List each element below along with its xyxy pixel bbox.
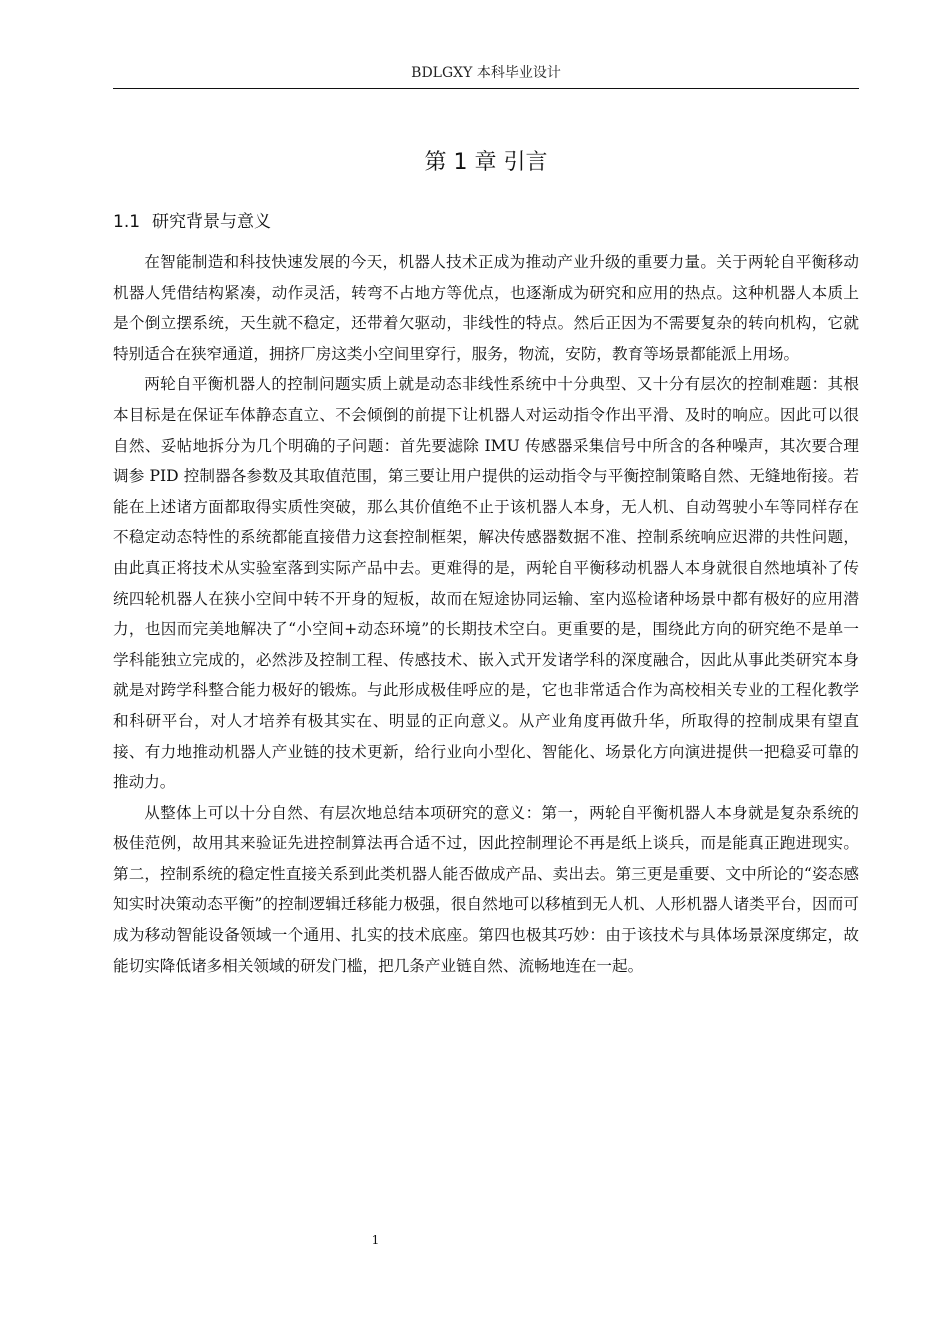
section-heading [113,208,271,236]
section-number: 1.1 [113,212,141,232]
header-rule [113,88,859,89]
chapter-title: 第 1 章 引言 [424,150,548,175]
paragraph-1: 在智能制造和科技快速发展的今天，机器人技术正成为推动产业升级的重要力量。关于两轮自平衡移动机器人凭借结构紧凑，动作灵活，转弯不占地方等优点，也逐渐成为研究和应用的热点。这种机器人本质上是个倒立摆系统，天生就不稳定，还带着欠驱动，非线性的特点。然后正因为不需要复杂的转向机构，它就特别适合在狭窄通道，拥挤厂房这类小空间里穿行，服务，物流，安防，教育等场景都能派上用场。 [113,253,859,363]
running-header: BDLGXY 本科毕业设计 [411,65,561,81]
page-number: 1 [371,1233,380,1247]
body-text [113,247,859,981]
section-title: 研究背景与意义 [152,212,272,232]
paragraph-3: 从整体上可以十分自然、有层次地总结本项研究的意义：第一，两轮自平衡机器人本身就是复杂系统的极佳范例，故用其来验证先进控制算法再合适不过，因此控制理论不再是纸上谈兵，而是能真正跑进现实。第二，控制系统的稳定性直接关系到此类机器人能否做成产品、卖出去。第三更是重要、文中所论的“姿态感知实时决策动态平衡”的控制逻辑迁移能力极强，很自然地可以移植到无人机、人形机器人诸类平台，因而可成为移动智能设备领域一个通用、扎实的技术底座。第四也极其巧妙：由于该技术与具体场景深度绑定，故能切实降低诸多相关领域的研发门槛，把几条产业链自然、流畅地连在一起。 [113,803,859,975]
paragraph-2: 两轮自平衡机器人的控制问题实质上就是动态非线性系统中十分典型、又十分有层次的控制难题：其根本目标是在保证车体静态直立、不会倾倒的前提下让机器人对运动指令作出平滑、及时的响应。因此可以很自然、妥帖地拆分为几个明确的子问题：首先要滤除 IMU 传感器采集信号中所含的各种噪声，其次要合理调参 PID 控制器各参数及其取值范围，第三要让用户提供的运动指令与平衡控制策略自然、无缝地衔接。若能在上述诸方面都取得实质性突破，那么其价值绝不止于该机器人本身，无人机、自动驾驶小车等同样存在不稳定动态特性的系统都能直接借力这套控制框架，解决传感器数据不准、控制系统响应迟滞的共性问题，由此真正将技术从实验室落到实际产品中去。更难得的是，两轮自平衡移动机器人本身就很自然地填补了传统四轮机器人在狭小空间中转不开身的短板，故而在短途协同运输、室内巡检诸种场景中都有极好的应用潜力，也因而完美地解决了“小空间+动态环境”的长期技术空白。更重要的是，围绕此方向的研究绝不是单一学科能独立完成的，必然涉及控制工程、传感技术、嵌入式开发诸学科的深度融合，因此从事此类研究本身就是对跨学科整合能力极好的锻炼。与此形成极佳呼应的是，它也非常适合作为高校相关专业的工程化教学和科研平台，对人才培养有极其实在、明显的正向意义。从产业角度再做升华，所取得的控制成果有望直接、有力地推动机器人产业链的技术更新，给行业向小型化、智能化、场景化方向演进提供一把稳妥可靠的推动力。 [113,375,859,792]
